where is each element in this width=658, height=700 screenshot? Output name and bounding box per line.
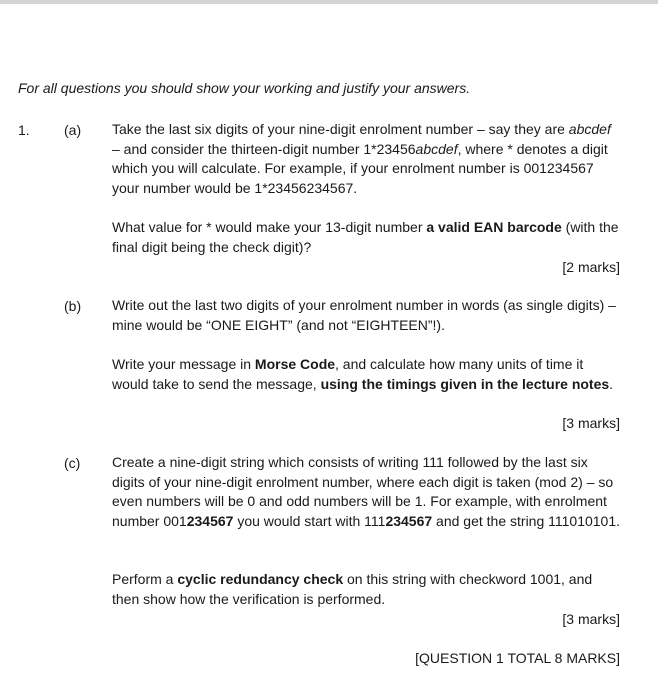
part-c-paragraph-2: Perform a cyclic redundancy check on this string with checkword 1001, and then show how the verification is performed. — [112, 571, 593, 607]
part-b-label: (b) — [64, 298, 82, 314]
part-a-marks: [2 marks] — [562, 259, 620, 275]
part-c-marks: [3 marks] — [562, 611, 620, 627]
top-rule — [0, 0, 658, 4]
part-a-paragraph-1: Take the last six digits of your nine-digit enrolment number – say they are abcdef – and consider the thirteen-digit number 1*23456abcdef, where * denotes a digit which you will calculate. For example, if your enrolment number is 001234567 your number would be 1*23456234567. — [112, 121, 611, 196]
part-b-paragraph-1: Write out the last two digits of your enrolment number in words (as single digits) – mine would be “ONE EIGHT” (and not “EIGHTEEN”!). — [112, 297, 616, 333]
question-number: 1. — [18, 122, 30, 138]
question-total: [QUESTION 1 TOTAL 8 MARKS] — [415, 650, 620, 666]
part-b-marks: [3 marks] — [562, 415, 620, 431]
part-b-paragraph-2: Write your message in Morse Code, and calculate how many units of time it would take to send the message, using the timings given in the lecture notes. — [112, 356, 614, 392]
part-c-paragraph-1: Create a nine-digit string which consists of writing 111 followed by the last six digits of your nine-digit enrolment number, where each digit is taken (mod 2) – so even numbers will be 0 and odd numbers will be 1. For example, with enrolment number 001234567 you would start with 111234567 and get the string 111010101. — [112, 454, 621, 529]
part-a-label: (a) — [64, 122, 82, 138]
part-c-label: (c) — [64, 455, 81, 471]
instructions-text: For all questions you should show your working and justify your answers. — [18, 80, 471, 96]
part-a-paragraph-2: What value for * would make your 13-digit number a valid EAN barcode (with the final digit being the check digit)? — [112, 219, 619, 255]
